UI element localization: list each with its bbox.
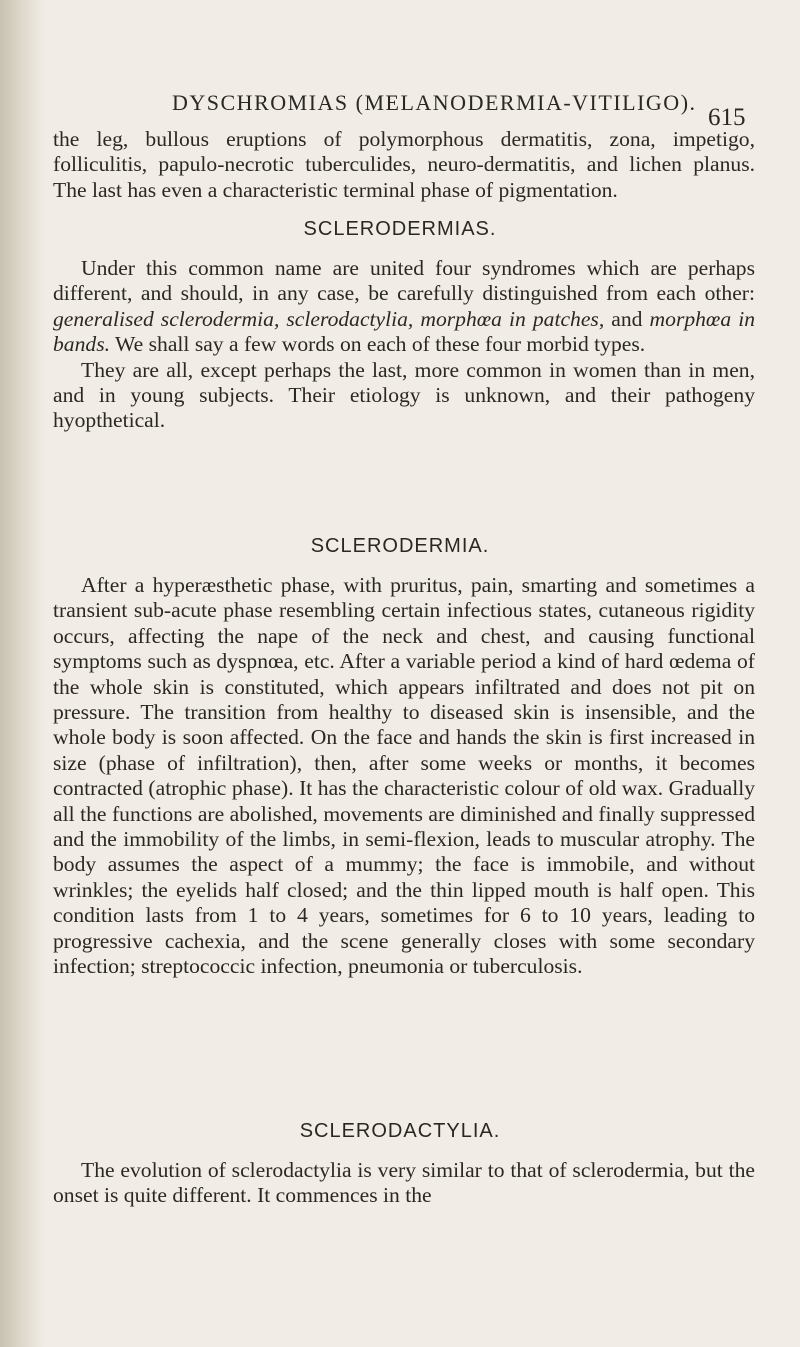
- intro-text: the leg, bullous eruptions of polymorphous dermatitis, zona, impetigo, folliculitis, papulo-necrotic tuberculides, neuro-dermatitis, and lichen planus. The last has even a characteristic terminal phase of pigmentation.: [53, 127, 755, 202]
- heading-sclerodermias: SCLERODERMIAS.: [303, 218, 497, 240]
- page-number: 615: [708, 104, 746, 131]
- running-head: DYSCHROMIAS (MELANODERMIA-VITILIGO).: [172, 90, 697, 115]
- heading-sclerodermia: SCLERODERMIA.: [310, 535, 490, 557]
- intro-paragraph: [53, 127, 755, 203]
- sclerodermias-paragraph-2: They are all, except perhaps the last, more common in women than in men, and in young subjects. Their etiology is unknown, and their pathogeny hyopthetical.: [53, 357, 755, 433]
- sclerodermia-paragraph: After a hyperæsthetic phase, with pruritus, pain, smarting and sometimes a transient sub-acute phase resembling certain infectious states, cutaneous rigidity occurs, affecting the nape of the neck and chest, and causing functional symptoms such as dyspnœa, etc. After a variable period a kind of hard œdema of the whole skin is constituted, which appears infiltrated and does not pit on pressure. The transition from healthy to diseased skin is insensible, and the whole body is soon affected. On the face and hands the skin is first increased in size (phase of infiltration), then, after some weeks or months, it becomes contracted (atrophic phase). It has the characteristic colour of old wax. Gradually all the functions are abolished, movements are diminished and finally suppressed and the immobility of the limbs, in semi-flexion, leads to muscular atrophy. The body assumes the aspect of a mummy; the face is immobile, and without wrinkles; the eyelids half closed; and the thin lipped mouth is half open. This condition lasts from 1 to 4 years, sometimes for 6 to 10 years, leading to progressive cachexia, and the scene generally closes with some secondary infection; streptococcic infection, pneumonia or tuberculosis.: [53, 573, 755, 979]
- italic-terms-1: generalised sclerodermia, sclerodactylia, morphœa in patches,: [53, 306, 605, 331]
- heading-sclerodactylia: SCLERODACTYLIA.: [299, 1120, 501, 1142]
- sclerodermia-section: [53, 573, 755, 980]
- sclerodactylia-section: [53, 1158, 755, 1209]
- sclerodermias-section: [53, 256, 755, 434]
- para-text: Under this common name are united four syndromes which are perhaps different, and should, in any case, be carefully distinguished from each other:: [53, 256, 755, 306]
- sclerodermias-paragraph-1: [53, 256, 755, 358]
- sclerodactylia-paragraph: The evolution of sclerodactylia is very similar to that of sclerodermia, but the onset is quite different. It commences in the: [53, 1158, 755, 1208]
- italic-terms-2: morphœa in bands.: [53, 306, 755, 357]
- para-text: and: [604, 306, 650, 331]
- para-text: We shall say a few words on each of these four morbid types.: [110, 332, 646, 357]
